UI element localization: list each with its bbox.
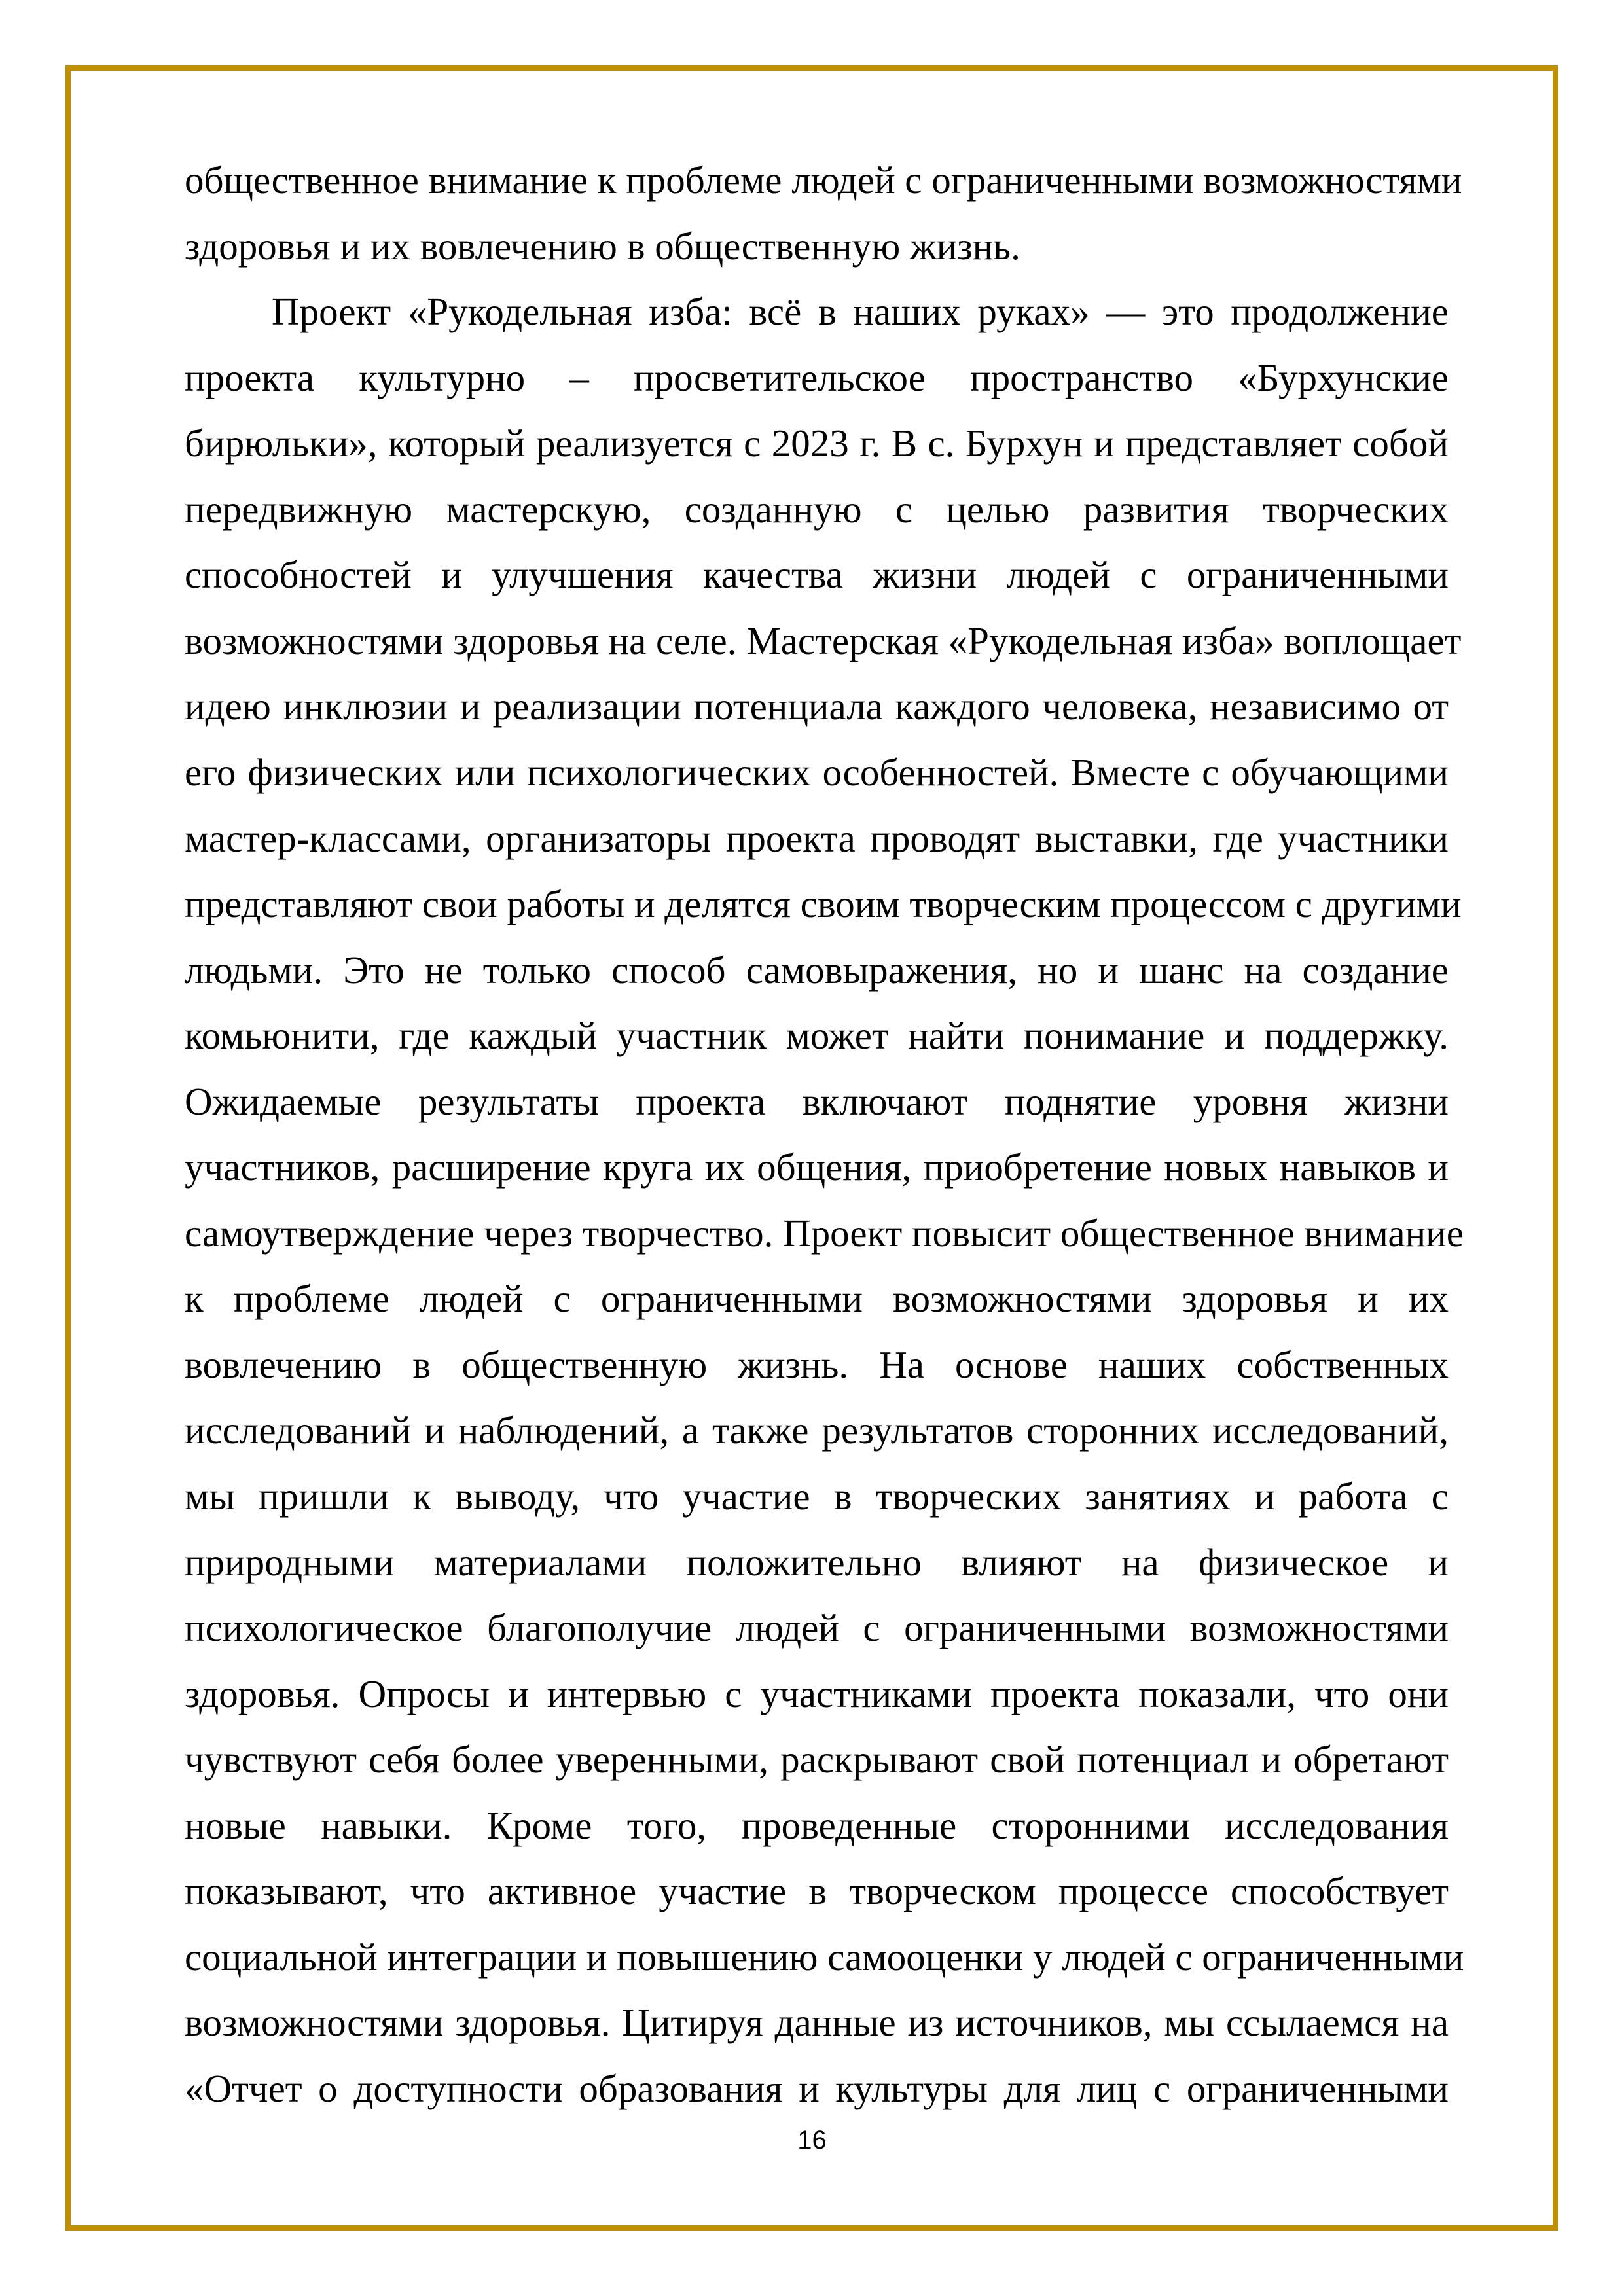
- text-line: мастер-классами, организаторы проекта проводят выставки, где участники: [185, 817, 1449, 860]
- text-line: людьми. Это не только способ самовыражения, но и шанс на создание: [185, 948, 1449, 992]
- text-line: природными материалами положительно влияют на физическое и: [185, 1541, 1449, 1584]
- text-line: новые навыки. Кроме того, проведенные сторонними исследования: [185, 1804, 1449, 1847]
- text-line: психологическое благополучие людей с ограниченными возможностями: [185, 1606, 1449, 1649]
- text-line: возможностями здоровья. Цитируя данные из источников, мы ссылаемся на: [185, 2001, 1449, 2044]
- text-line: его физических или психологических особенностей. Вместе с обучающими: [185, 751, 1449, 794]
- text-line: идею инклюзии и реализации потенциала каждого человека, независимо от: [185, 685, 1449, 728]
- text-line: передвижную мастерскую, созданную с целью развития творческих: [185, 488, 1449, 531]
- text-line: общественное внимание к проблеме людей с ограниченными возможностями: [185, 158, 1462, 202]
- page-number: 16: [797, 2126, 827, 2155]
- text-line: вовлечению в общественную жизнь. На основе наших собственных: [185, 1343, 1449, 1386]
- text-line: здоровья. Опросы и интервью с участниками проекта показали, что они: [185, 1672, 1449, 1715]
- text-line: исследований и наблюдений, а также результатов сторонних исследований,: [185, 1408, 1449, 1452]
- text-line-paragraph-end: здоровья и их вовлечению в общественную жизнь.: [185, 224, 1020, 268]
- text-line: самоутверждение через творчество. Проект повысит общественное внимание: [185, 1211, 1464, 1255]
- text-line: мы пришли к выводу, что участие в творческих занятиях и работа с: [185, 1475, 1449, 1518]
- text-line: бирюльки», который реализуется с 2023 г. В с. Бурхун и представляет собой: [185, 422, 1449, 465]
- text-line: комьюнити, где каждый участник может найти понимание и поддержку.: [185, 1014, 1449, 1057]
- text-line: способностей и улучшения качества жизни людей с ограниченными: [185, 553, 1449, 596]
- text-line: чувствуют себя более уверенными, раскрывают свой потенциал и обретают: [185, 1738, 1449, 1781]
- text-line: «Отчет о доступности образования и культуры для лиц с ограниченными: [185, 2067, 1449, 2110]
- text-line: социальной интеграции и повышению самооценки у людей с ограниченными: [185, 1935, 1464, 1979]
- text-line: к проблеме людей с ограниченными возможностями здоровья и их: [185, 1277, 1449, 1320]
- text-line: показывают, что активное участие в творческом процессе способствует: [185, 1869, 1449, 1912]
- text-line: представляют свои работы и делятся своим творческим процессом с другими: [185, 882, 1462, 925]
- text-line: участников, расширение круга их общения, приобретение новых навыков и: [185, 1145, 1449, 1189]
- text-line: проекта культурно – просветительское пространство «Бурхунские: [185, 356, 1449, 399]
- text-line-paragraph-start: Проект «Рукодельная изба: всё в наших руках» — это продолжение: [272, 290, 1449, 333]
- text-line: возможностями здоровья на селе. Мастерская «Рукодельная изба» воплощает: [185, 619, 1462, 662]
- text-line: Ожидаемые результаты проекта включают поднятие уровня жизни: [185, 1080, 1449, 1123]
